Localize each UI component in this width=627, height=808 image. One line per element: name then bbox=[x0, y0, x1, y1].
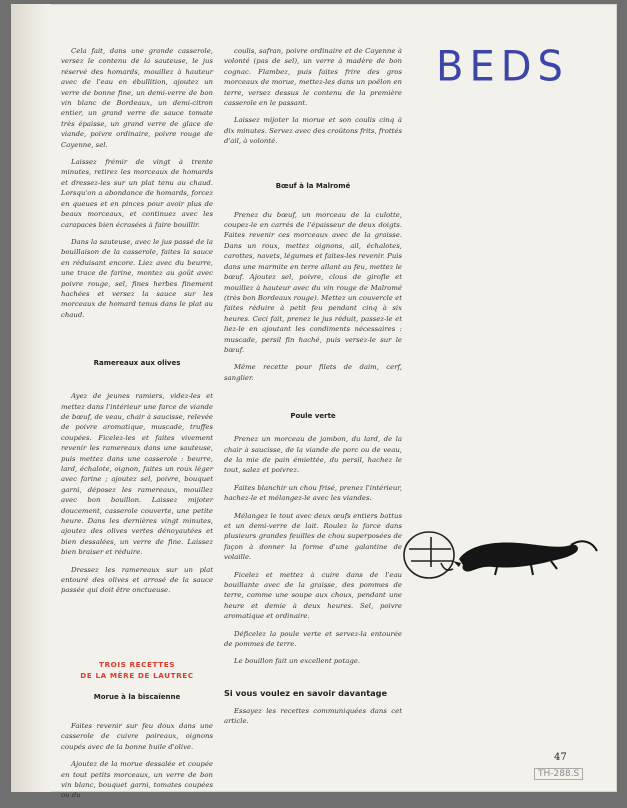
section-title-line1: TROIS RECETTES bbox=[99, 659, 175, 669]
handwritten-label: BEDS bbox=[436, 42, 569, 92]
book-page bbox=[11, 4, 617, 800]
paragraph: Dans la sauteuse, avec le jus passé de la bouillaison de la casserole, faites la sauce en réduisant encore. Liez avec du beurre, une trace de farine, montez au goût avec poivre rouge, sel, fines herbes finement hachées et versez la sauce sur les morceaux de homard tenus dans le plat au chaud. bbox=[61, 237, 213, 319]
paragraph: Faites revenir sur feu doux dans une casserole de cuivre poireaux, oignons coupés avec de la bonne huile d'olive. bbox=[61, 721, 213, 751]
rat-illustration bbox=[401, 519, 601, 589]
paragraph: Ficelez et mettez à cuire dans de l'eau bouillante avec de la graisse, des pommes de terre, comme une soupe aux choux, pendant une heure et demie à deux heures. Sel, poivre aromatique et ordinaire. bbox=[224, 570, 402, 621]
column-left bbox=[61, 46, 213, 808]
paragraph: Laissez frémir de vingt à trente minutes, retirez les morceaux de homards et dressez-les sur un plat tenu au chaud. Lorsqu'on a abondance de homards, forcez en queues et en pinces pour avoir plus de beaux morceaux, et continuez avec les carapaces bien écrasées à faire bouillir. bbox=[61, 158, 213, 229]
paragraph: Dressez les ramereaux sur un plat entouré des olives et arrosé de la sauce passée qui doit être onctueuse. bbox=[61, 565, 213, 595]
heading-morue: Morue à la biscaïenne bbox=[93, 692, 181, 701]
paragraph: Prenez un morceau de jambon, du lard, de la chair à saucisse, de la viande de porc ou de veau, de la mie de pain émiettée, du persil, hachez le tout, salez et poivrez. bbox=[224, 435, 402, 475]
paragraph: Faites blanchir un chou frisé, prenez l'intérieur, hachez-le et mélangez-le avec les viandes. bbox=[224, 483, 402, 503]
paragraph: Mélangez le tout avec deux œufs entiers battus et un demi-verre de lait. Roulez la farce dans plusieurs grandes feuilles de chou superposées de façon à donner la forme d'une galantine de volaille. bbox=[224, 511, 402, 562]
heading-boeuf: Bœuf à la Malromé bbox=[275, 181, 351, 190]
paragraph: coulis, safran, poivre ordinaire et de Cayenne à volonté (pas de sel), un verre à madère de bon cognac. Flambez, puis faites frire des gros morceaux de morue, mettez-les dans un poêlon en terre, versez dessus le contenu de la première casserole en le passant. bbox=[224, 47, 402, 108]
heading-savoir: Si vous voulez en savoir davantage bbox=[224, 687, 388, 698]
paragraph: Ayez de jeunes ramiers, videz-les et mettez dans l'intérieur une farce de viande de bœuf, de veau, chair à saucisse, relevée de poivre aromatique, muscade, truffes coupées. Ficelez-les et faites vivement revenir les ramereaux dans une sauteuse, puis mettez dans une casserole : beurre, lard, échalote, oignon, faites un roux léger avec farine ; ajoutez sel, poivre, bouquet garni, déposez les ramereaux, mouillez avec bon bouillon. Laissez mijoter doucement, casserole couverte, une petite heure. Dans les dernières vingt minutes, ajoutez des olives vertes dénoyautées et bien dessalées, un verre de fine. Laissez bien braiser et réduire. bbox=[61, 392, 213, 557]
column-right bbox=[224, 46, 402, 734]
paragraph: Cela fait, dans une grande casserole, versez le contenu de la sauteuse, le jus réservé des homards, mouillez à hauteur avec de l'eau en ébullition, ajoutez un verre de bonne fine, un demi-verre de bon vin blanc de Bordeaux, un demi-citron entier, un grand verre de sauce tomate très épaisse, un grand verre de glace de viande, poivre ordinaire, poivre rouge de Cayenne, sel. bbox=[61, 47, 213, 149]
paragraph: Laissez mijoter la morue et son coulis cinq à dix minutes. Servez avec des croûtons frits, frottés d'ail, à volonté. bbox=[224, 116, 402, 146]
paragraph: Prenez du bœuf, un morceau de la culotte, coupez-le en carrés de l'épaisseur de deux doigts. Faites revenir ces morceaux avec de la graisse. Dans un roux, mettez oignons, ail, échalotes, carottes, navets, légumes et faites-les revenir. Puis dans une marmite en terre allant au feu, mettez le bœuf. Ajoutez sel, poivre, clous de girofle et mouillez à hauteur avec du vin rouge de Malromé (très bon Bordeaux rouge). Mettez un couvercle et faites réduire à petit feu pendant cinq à six heures. Ceci fait, prenez le jus réduit, passez-le et liez-le en ajoutant les condiments nécessaires : muscade, persil fin haché, puis versez-le sur le bœuf. bbox=[224, 210, 402, 354]
paragraph: Déficelez la poule verte et servez-la entourée de pommes de terre. bbox=[224, 629, 402, 649]
paragraph: Même recette pour filets de daim, cerf, sanglier. bbox=[224, 363, 402, 382]
paragraph: Le bouillon fait un excellent potage. bbox=[234, 657, 361, 666]
paragraph: Essayez les recettes communiquées dans cet article. bbox=[224, 706, 402, 726]
page-number: 47 bbox=[554, 752, 567, 763]
heading-poule: Poule verte bbox=[290, 412, 336, 421]
section-title-line2: DE LA MÈRE DE LAUTREC bbox=[80, 670, 194, 680]
heading-ramereaux: Ramereaux aux olives bbox=[93, 359, 181, 368]
page-gutter bbox=[11, 4, 51, 792]
paragraph: Ajoutez de la morue dessalée et coupée en tout petits morceaux, un verre de bon vin blanc, bouquet garni, tomates coupées ou du bbox=[61, 760, 213, 800]
catalog-note: TH-288.S bbox=[534, 768, 583, 780]
